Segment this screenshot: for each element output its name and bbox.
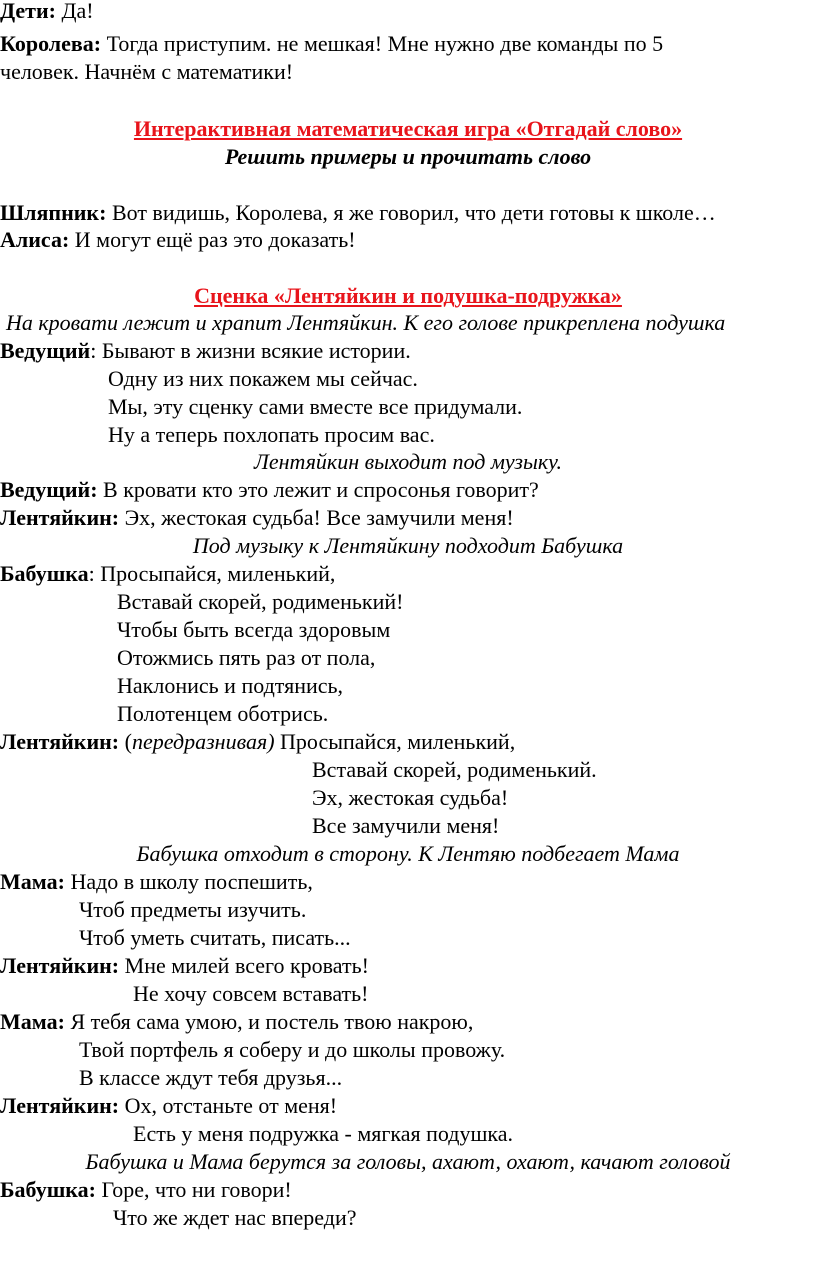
line-granny (0, 1176, 292, 1203)
line-text: Тогда приступим. не мешкая! Мне нужно две команды по 5 (101, 31, 664, 56)
verse-line: Вставай скорей, родименький! (117, 589, 404, 614)
speaker-name: Лентяйкин: (0, 729, 120, 754)
line-text: : Бывают в жизни всякие истории. (90, 338, 411, 363)
verse-line: Мы, эту сценку сами вместе все придумали. (108, 394, 523, 419)
line-text: В кровати кто это лежит и спросонья говорит? (97, 477, 539, 502)
section-title-game: Интерактивная математическая игра «Отгадай слово» (133, 116, 683, 141)
stage-direction: Бабушка и Мама берутся за головы, ахают, охают, качают головой (85, 1149, 731, 1174)
speaker-name: Бабушка (0, 561, 89, 586)
line-text: человек. Начнём с математики! (0, 59, 294, 84)
line-text: Да! (55, 0, 94, 23)
stage-direction: Бабушка отходит в сторону. К Лентяю подбегает Мама (136, 841, 680, 866)
line-queen (0, 30, 663, 57)
line-host (0, 337, 411, 364)
speaker-name: Мама: (0, 1009, 65, 1034)
speaker-name: Лентяйкин: (0, 505, 120, 530)
speaker-name: Дети: (0, 0, 56, 23)
stage-direction: На кровати лежит и храпит Лентяйкин. К его голове прикреплена подушка (6, 310, 726, 335)
line-lazy (0, 728, 515, 755)
line-text: Просыпайся, миленький, (274, 729, 516, 754)
verse-line: Наклонись и подтянись, (117, 673, 344, 698)
line-text: Ох, отстаньте от меня! (119, 1093, 338, 1118)
line-text: Вот видишь, Королева, я же говорил, что дети готовы к школе… (106, 200, 716, 225)
speaker-name: Ведущий (0, 338, 91, 363)
speaker-name: Ведущий: (0, 477, 98, 502)
verse-line: Чтоб предметы изучить. (79, 897, 307, 922)
line-alice (0, 226, 356, 253)
line-host (0, 476, 539, 503)
line-children (0, 0, 94, 24)
line-text: Эх, жестокая судьба! Все замучили меня! (119, 505, 514, 530)
verse-line: Эх, жестокая судьба! (312, 785, 509, 810)
line-mom (0, 1008, 473, 1035)
speaker-name: Шляпник: (0, 200, 107, 225)
line-granny (0, 560, 335, 587)
line-text: И могут ещё раз это доказать! (69, 227, 356, 252)
verse-line: Что же ждет нас впереди? (113, 1205, 357, 1230)
verse-line: В классе ждут тебя друзья... (79, 1065, 343, 1090)
line-text: Я тебя сама умою, и постель твою накрою, (64, 1009, 474, 1034)
verse-line: Чтоб уметь считать, писать... (79, 925, 351, 950)
verse-line: Полотенцем оботрись. (117, 701, 329, 726)
line-hatter (0, 199, 716, 226)
speaker-name: Лентяйкин: (0, 953, 120, 978)
line-mom (0, 868, 313, 895)
line-text: : Просыпайся, миленький, (88, 561, 336, 586)
verse-line: Чтобы быть всегда здоровым (117, 617, 391, 642)
verse-line: Твой портфель я соберу и до школы провожу. (79, 1037, 506, 1062)
line-lazy (0, 504, 514, 531)
speaker-name: Лентяйкин: (0, 1093, 120, 1118)
section-title-scene: Сценка «Лентяйкин и подушка-подружка» (194, 283, 622, 308)
line-text: Надо в школу поспешить, (64, 869, 313, 894)
stage-direction: Лентяйкин выходит под музыку. (253, 449, 563, 474)
line-lazy (0, 1092, 337, 1119)
line-lazy (0, 952, 369, 979)
speaker-name: Мама: (0, 869, 65, 894)
inline-direction: передразнивая) (131, 729, 275, 754)
line-text: Горе, что ни говори! (95, 1177, 292, 1202)
speaker-name: Бабушка: (0, 1177, 96, 1202)
verse-line: Отожмись пять раз от пола, (117, 645, 376, 670)
speaker-name: Алиса: (0, 227, 70, 252)
verse-line: Вставай скорей, родименький. (312, 757, 597, 782)
verse-line: Одну из них покажем мы сейчас. (108, 366, 418, 391)
section-subtitle: Решить примеры и прочитать слово (224, 144, 592, 169)
stage-direction: Под музыку к Лентяйкину подходит Бабушка (192, 533, 624, 558)
line-text: ( (119, 729, 132, 754)
speaker-name: Королева: (0, 31, 102, 56)
verse-line: Не хочу совсем вставать! (133, 981, 369, 1006)
verse-line: Все замучили меня! (312, 813, 500, 838)
verse-line: Ну а теперь похлопать просим вас. (108, 422, 435, 447)
line-text: Мне милей всего кровать! (119, 953, 369, 978)
verse-line: Есть у меня подружка - мягкая подушка. (133, 1121, 514, 1146)
